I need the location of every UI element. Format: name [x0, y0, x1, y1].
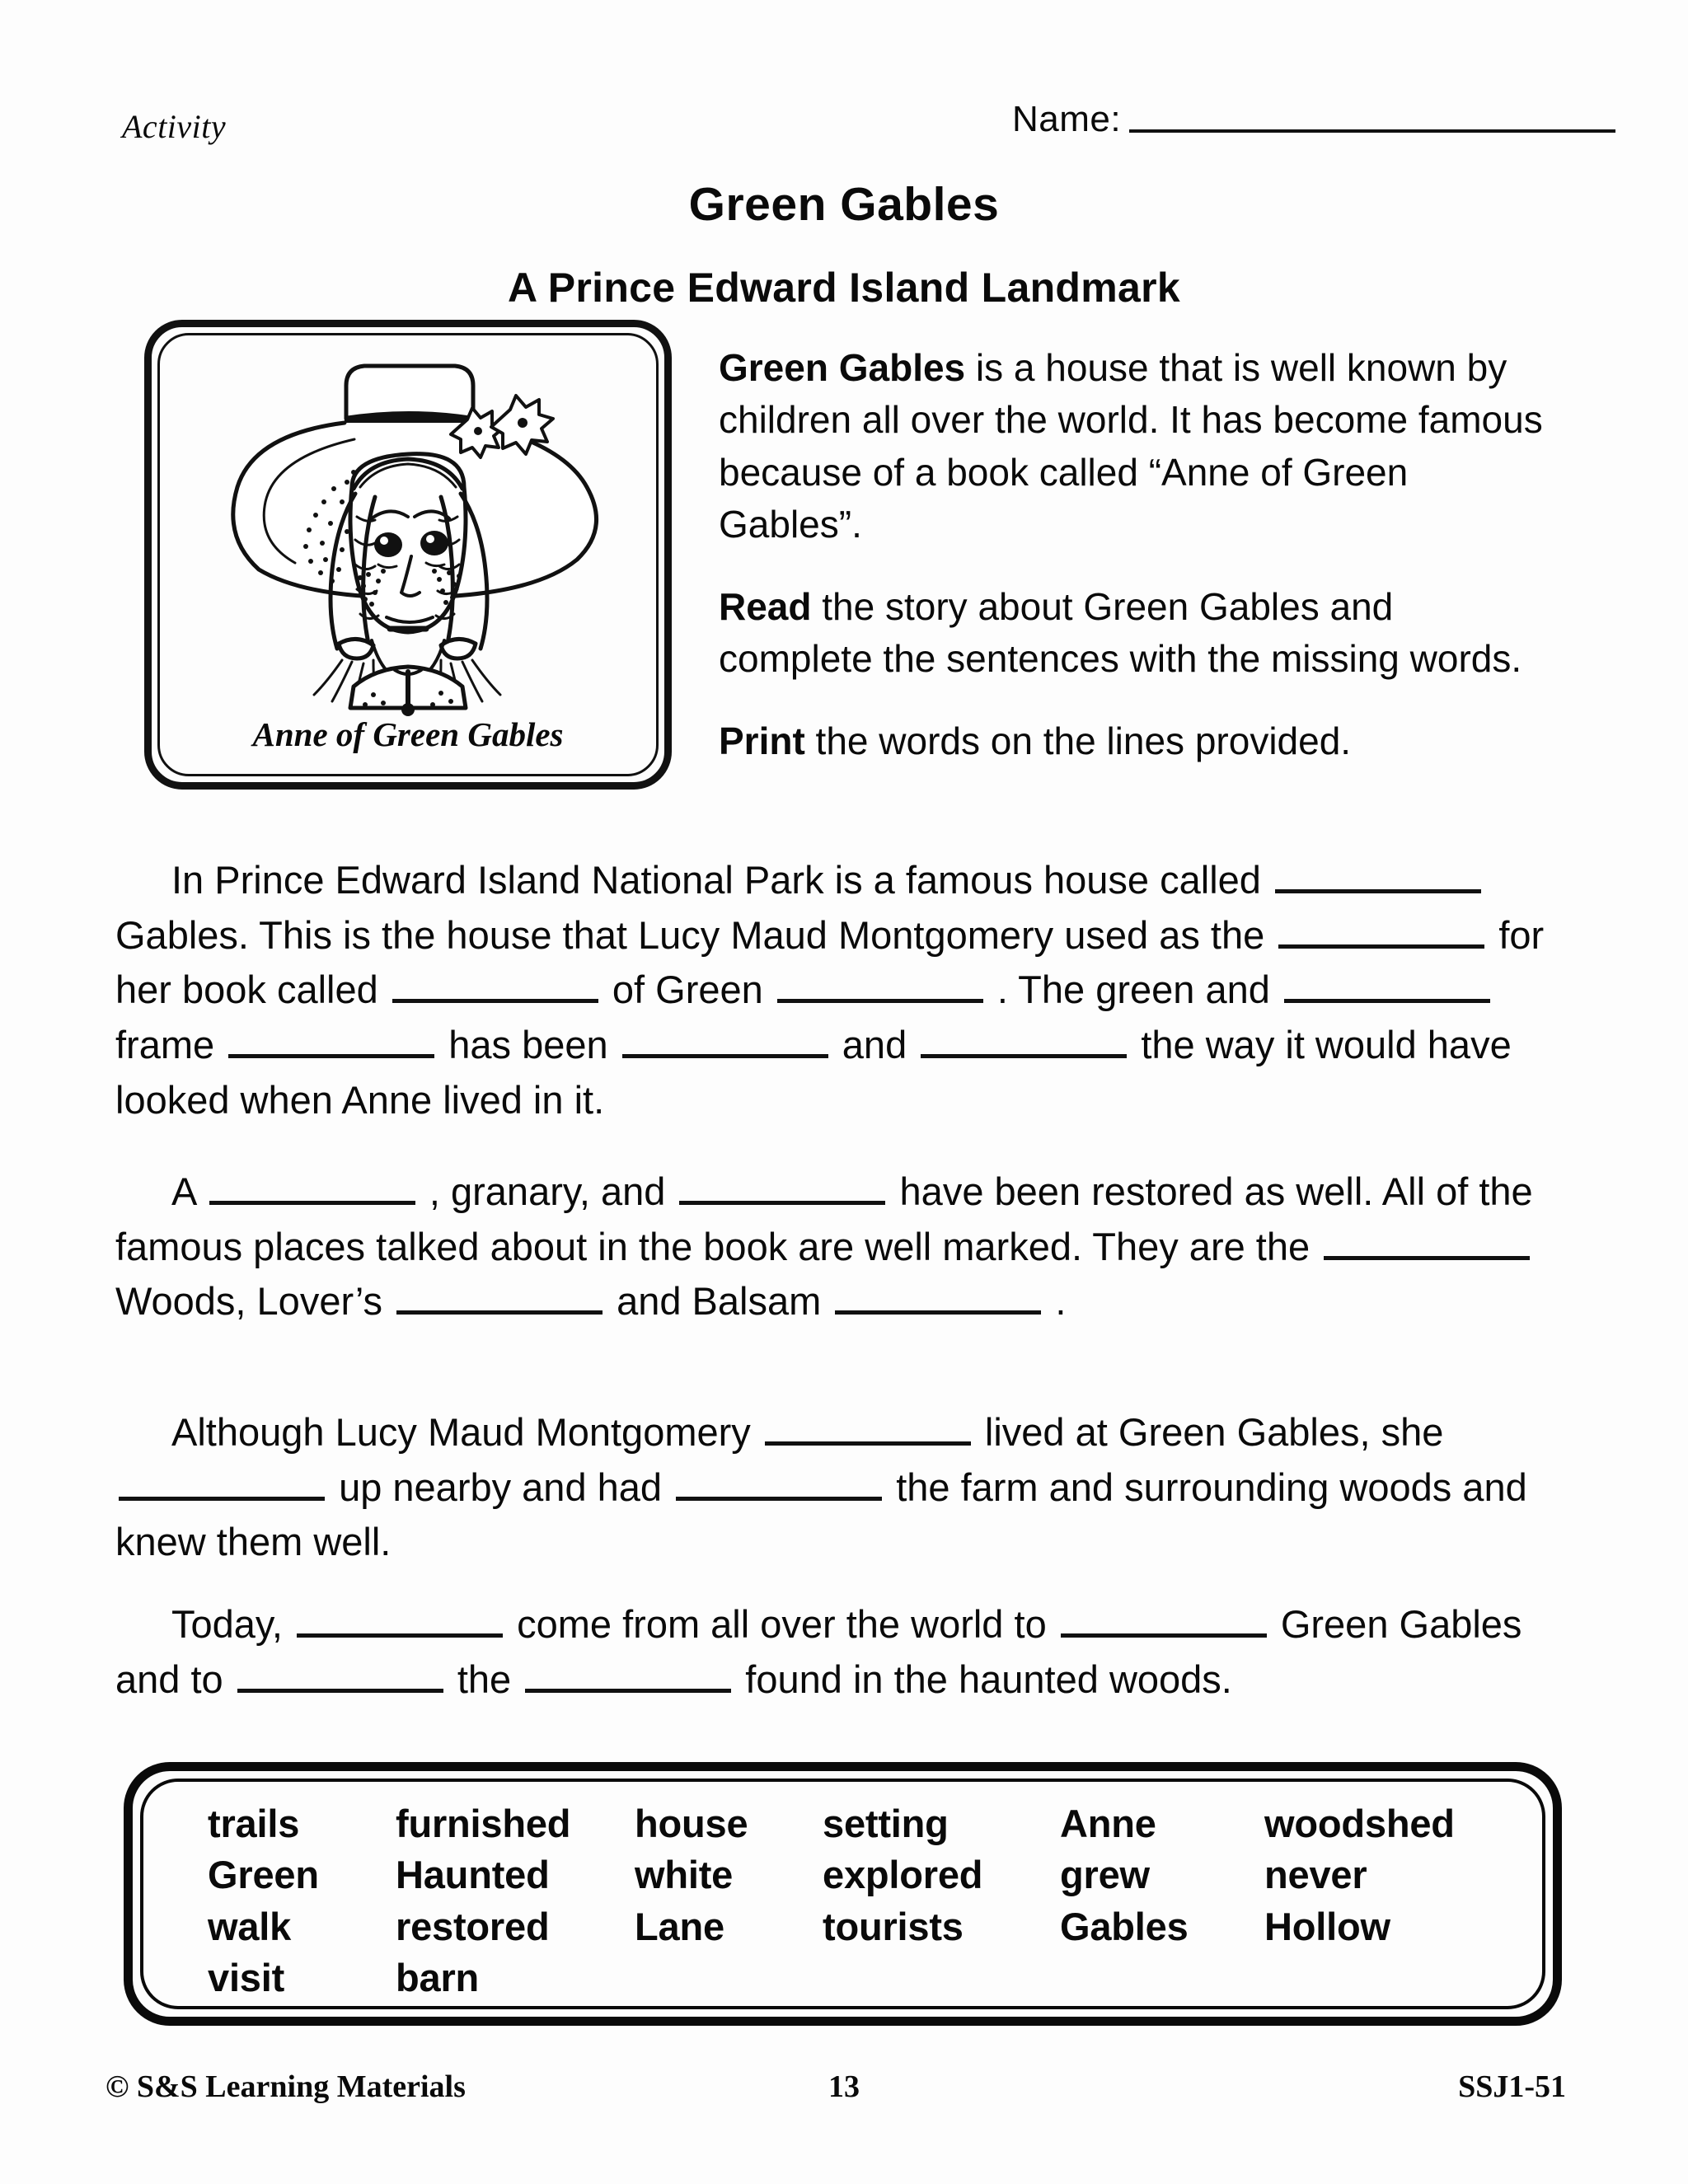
word-bank-word[interactable]: house [635, 1802, 748, 1845]
word-bank-word[interactable]: grew [1060, 1853, 1150, 1897]
blank-4[interactable] [777, 963, 983, 1003]
story-paragraph-1 [115, 853, 1591, 1171]
illustration-caption: Anne of Green Gables [252, 715, 564, 753]
story-paragraph-2 [115, 1165, 1591, 1372]
blank-18[interactable] [1061, 1598, 1267, 1638]
blank-13[interactable] [835, 1275, 1041, 1315]
blank-6[interactable] [228, 1019, 434, 1058]
illustration-inner-frame [157, 333, 659, 776]
word-bank-word[interactable]: barn [396, 1955, 480, 1999]
story-p1-s9: the way it would have looked when Anne lived in it. [115, 1023, 1512, 1122]
blank-11[interactable] [1324, 1221, 1530, 1260]
word-bank-row [208, 1851, 1542, 1899]
story-p4-s2: come from all over the world to [517, 1602, 1047, 1646]
word-bank-word[interactable]: never [1264, 1853, 1367, 1897]
product-code: SSJ1-51 [1458, 2069, 1566, 2104]
blank-16[interactable] [676, 1461, 882, 1501]
story-p1-s7: has been [448, 1023, 608, 1067]
word-bank-word-empty [823, 1954, 1060, 2002]
blank-8[interactable] [921, 1019, 1127, 1058]
word-bank-word[interactable]: Hollow [1264, 1904, 1390, 1948]
word-bank-row [208, 1954, 1542, 2002]
word-bank-word[interactable]: explored [823, 1853, 983, 1897]
anne-of-green-gables-illustration [177, 340, 639, 728]
story-p4-s1: Today, [171, 1602, 283, 1646]
story-p1-s6: frame [115, 1023, 215, 1067]
blank-9[interactable] [209, 1165, 415, 1205]
story-p1-s4: of Green [612, 968, 763, 1012]
word-bank-frame [124, 1762, 1562, 2026]
word-bank-word[interactable]: Lane [635, 1904, 724, 1948]
blank-10[interactable] [679, 1165, 885, 1205]
word-bank-word[interactable]: furnished [396, 1802, 571, 1845]
intro-paragraph-2 [719, 581, 1551, 686]
story-p1-s8: and [842, 1023, 907, 1067]
blank-15[interactable] [119, 1461, 325, 1501]
intro-p1-lead: Green Gables [719, 346, 966, 389]
story-p2-s1: A [171, 1169, 195, 1213]
blank-7[interactable] [622, 1019, 828, 1058]
blank-12[interactable] [396, 1275, 603, 1315]
blank-19[interactable] [237, 1653, 443, 1693]
word-bank-word[interactable]: visit [208, 1955, 285, 1999]
name-label: Name: [1012, 99, 1122, 139]
intro-p2-body: the story about Green Gables and complete the sentences with the missing words. [719, 584, 1522, 681]
blank-14[interactable] [765, 1406, 971, 1446]
story-p2-s6: . [1055, 1279, 1067, 1324]
name-write-line[interactable] [1129, 129, 1615, 133]
word-bank-word[interactable]: restored [396, 1904, 550, 1948]
page-number: 13 [828, 2069, 860, 2104]
story-p4-s5: found in the haunted woods. [745, 1657, 1232, 1701]
blank-5[interactable] [1284, 963, 1490, 1003]
word-bank-word-empty [1060, 1954, 1264, 2002]
intro-paragraph-3 [719, 715, 1551, 767]
story-p1-s3: for her book called [115, 912, 1545, 1012]
story-p2-s4: Woods, Lover’s [115, 1279, 382, 1324]
story-p2-s5: and Balsam [617, 1279, 822, 1324]
story-p4-s4: the [457, 1657, 512, 1701]
word-bank-word[interactable]: setting [823, 1802, 949, 1845]
word-bank-word[interactable]: tourists [823, 1904, 964, 1948]
word-bank-word[interactable]: Gables [1060, 1904, 1189, 1948]
intro-paragraph-1 [719, 342, 1551, 551]
intro-text-block [719, 342, 1551, 797]
story-p3-s1: Although Lucy Maud Montgomery [171, 1410, 751, 1454]
word-bank-word-empty [1264, 1954, 1479, 2002]
story-p3-s2: lived at Green Gables, she [984, 1410, 1444, 1454]
story-p3-s4: the farm and surrounding woods and knew them well. [115, 1465, 1527, 1564]
page-header [0, 99, 1688, 165]
activity-label: Activity [122, 108, 227, 145]
word-bank-word[interactable]: woodshed [1264, 1802, 1455, 1845]
copyright-notice: © S&S Learning Materials [106, 2069, 466, 2104]
story-paragraph-4 [115, 1597, 1591, 1750]
story-p1-s1: In Prince Edward Island National Park is a famous house called [171, 858, 1261, 902]
blank-2[interactable] [1278, 909, 1484, 949]
story-p3-s3: up nearby and had [339, 1465, 663, 1509]
story-p4-s3: Green Gables and to [115, 1602, 1522, 1701]
story-paragraph-3 [115, 1405, 1591, 1613]
illustration-frame [144, 320, 672, 790]
page-title: Green Gables [688, 178, 1000, 231]
word-bank-word[interactable]: walk [208, 1904, 292, 1948]
page-footer [0, 2069, 1688, 2118]
story-p1-s2: Gables. This is the house that Lucy Maud Montgomery used as the [115, 912, 1265, 957]
word-bank-word[interactable]: Green [208, 1853, 319, 1897]
intro-p1-body: is a house that is well known by children all over the world. It has become famous because of a book called “Anne of Green Gables”. [719, 346, 1543, 546]
blank-17[interactable] [297, 1598, 503, 1638]
word-bank-row [208, 1903, 1542, 1951]
word-bank-word[interactable]: trails [208, 1802, 300, 1845]
story-p2-s2: , granary, and [429, 1169, 666, 1213]
story-p2-s3: have been restored as well. All of the famous places talked about in the book are well marked. They are the [115, 1169, 1533, 1268]
blank-3[interactable] [392, 963, 598, 1003]
intro-p3-lead: Print [719, 719, 805, 762]
word-bank-word[interactable]: Anne [1060, 1802, 1156, 1845]
story-p1-s5: . The green and [996, 968, 1270, 1012]
page-subtitle: A Prince Edward Island Landmark [507, 265, 1180, 311]
intro-p2-lead: Read [719, 584, 812, 628]
word-bank-word[interactable]: white [635, 1853, 734, 1897]
intro-p3-body: the words on the lines provided. [804, 719, 1352, 762]
blank-1[interactable] [1275, 854, 1481, 893]
blank-20[interactable] [525, 1653, 731, 1693]
word-bank [140, 1779, 1545, 2009]
name-field[interactable] [1012, 99, 1615, 140]
word-bank-row [208, 1800, 1542, 1848]
word-bank-word-empty [635, 1954, 823, 2002]
word-bank-word[interactable]: Haunted [396, 1853, 550, 1897]
